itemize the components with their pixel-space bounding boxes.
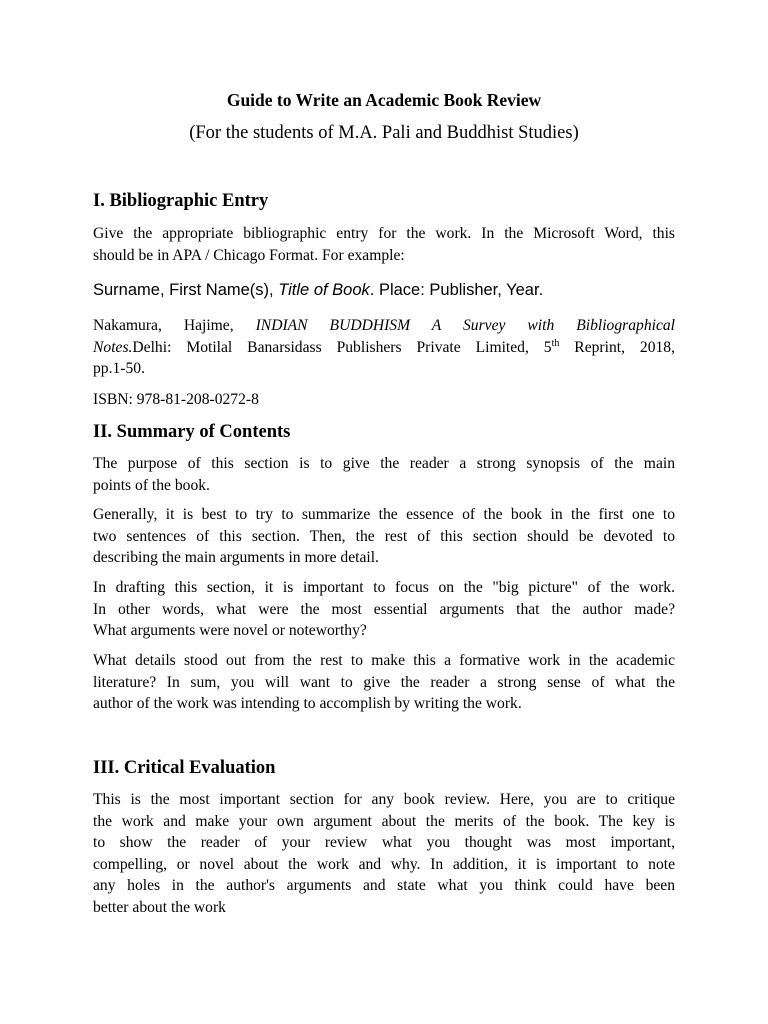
example-edition-rest: Reprint, 2018,: [559, 338, 675, 356]
document-subtitle: (For the students of M.A. Pali and Buddhist Studies): [189, 123, 579, 143]
summary-paragraph-4: [93, 650, 675, 715]
example-publisher: Delhi: Motilal Banarsidass Publishers Private Limited, 5: [132, 338, 552, 356]
citation-example: [93, 315, 675, 380]
text-line: compelling, or novel about the work and why. In addition, it is important to note: [93, 855, 675, 873]
text-line: literature? In sum, you will want to give the reader a strong sense of what the: [93, 673, 675, 691]
section-heading-bibliographic-entry: I. Bibliographic Entry: [93, 191, 269, 211]
summary-paragraph-2: [93, 504, 675, 569]
summary-paragraph-1: [93, 453, 675, 496]
text-line: In other words, what were the most essential arguments that the author made?: [93, 600, 675, 618]
bibliographic-intro: [93, 223, 675, 266]
section-heading-critical-evaluation: III. Critical Evaluation: [93, 758, 276, 778]
isbn-line: ISBN: 978-81-208-0272-8: [93, 391, 259, 408]
citation-format: [93, 279, 675, 301]
text-line: What arguments were novel or noteworthy?: [93, 622, 367, 640]
text-line: any holes in the author's arguments and state what you think could have been: [93, 877, 675, 895]
text-line: better about the work: [93, 898, 226, 916]
text-line: two sentences of this section. Then, the rest of this section should be devoted to: [93, 527, 675, 545]
text-line: Generally, it is best to try to summarize the essence of the book in the first one to: [93, 506, 675, 523]
text-line: Give the appropriate bibliographic entry for the work. In the Microsoft Word, this: [93, 225, 675, 242]
example-author: Nakamura, Hajime,: [93, 317, 256, 334]
text-line: to show the reader of your review what you thought was most important,: [93, 834, 675, 852]
summary-paragraph-3: [93, 577, 675, 642]
text-line: describing the main arguments in more detail.: [93, 549, 379, 567]
example-book-title: INDIAN BUDDHISM A Survey with Bibliographical: [255, 317, 675, 334]
example-edition-sup: th: [551, 337, 560, 349]
text-line: points of the book.: [93, 476, 210, 494]
text-line: This is the most important section for any book review. Here, you are to critique: [93, 791, 675, 808]
section-heading-summary-of-contents: II. Summary of Contents: [93, 422, 291, 442]
example-book-title-end: Notes.: [93, 338, 133, 356]
text-line: author of the work was intending to accomplish by writing the work.: [93, 695, 522, 713]
document-title: Guide to Write an Academic Book Review: [226, 90, 542, 110]
text-line: The purpose of this section is to give the reader a strong synopsis of the main: [93, 455, 675, 472]
text-line: What details stood out from the rest to make this a formative work in the academic: [93, 652, 675, 669]
text-line: should be in APA / Chicago Format. For example:: [93, 246, 405, 264]
format-post: . Place: Publisher, Year.: [369, 281, 544, 299]
evaluation-paragraph-1: [93, 789, 675, 919]
format-pre: Surname, First Name(s),: [93, 281, 279, 299]
text-line: In drafting this section, it is important to focus on the "big picture" of the work.: [93, 579, 675, 596]
text-line: [93, 337, 675, 359]
example-pages: pp.1-50.: [93, 360, 145, 378]
format-title-placeholder: Title of Book: [278, 281, 370, 299]
text-line: [93, 315, 675, 337]
text-line: the work and make your own argument about the merits of the book. The key is: [93, 812, 675, 830]
